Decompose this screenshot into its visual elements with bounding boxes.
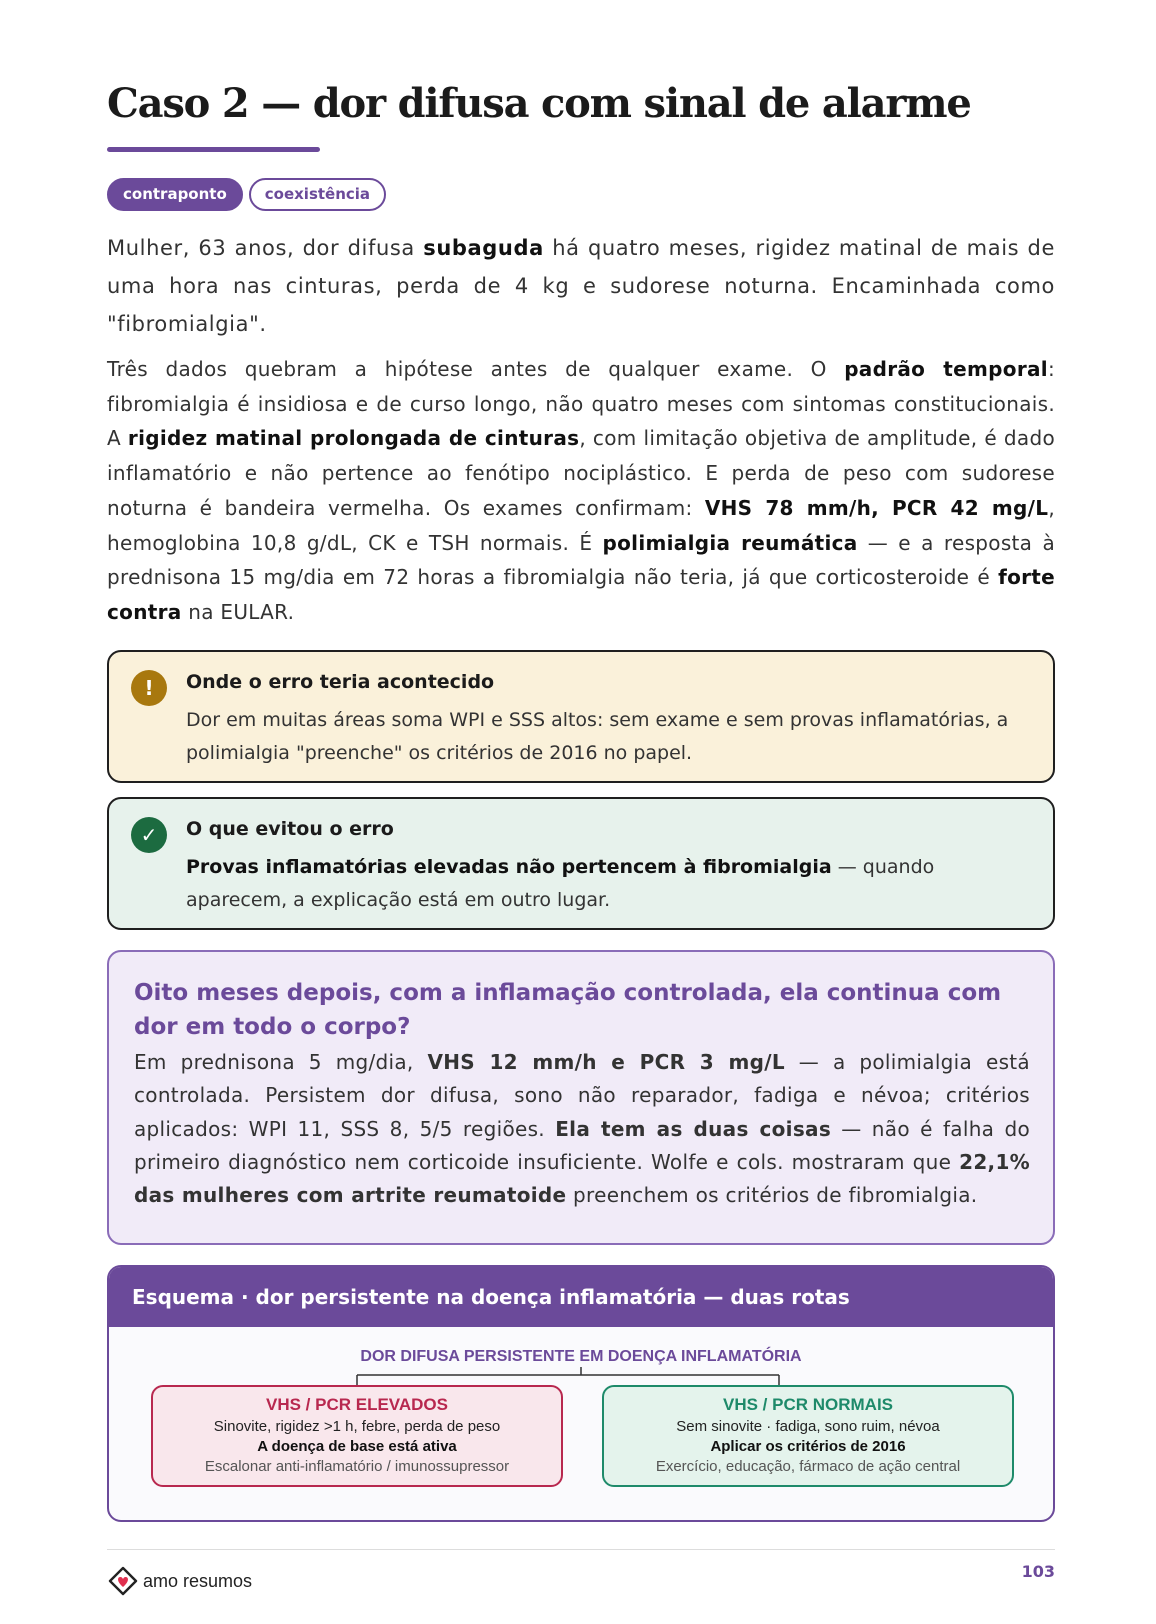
title-underline — [107, 147, 320, 152]
route-normal-conclusion: Aplicar os critérios de 2016 — [710, 1438, 906, 1455]
case-summary: Mulher, 63 anos, dor difusa subaguda há quatro meses, rigidez matinal de mais de uma hora nas cinturas, perda de 4 kg e sudorese noturna. Encaminhada como "fibromialgia". — [107, 236, 1055, 336]
tag-list — [107, 178, 386, 211]
success-body: Provas inflamatórias elevadas não pertencem à fibromialgia — quando aparecem, a explicação está em outro lugar. — [186, 856, 935, 911]
followup-heading: Oito meses depois, com a inflamação controlada, ela continua com dor em todo o corpo? — [134, 980, 1002, 1040]
footer-divider — [107, 1549, 1055, 1550]
brand-name: amo resumos — [143, 1570, 253, 1591]
route-elevated-title: VHS / PCR ELEVADOS — [266, 1395, 448, 1414]
case-reasoning: Três dados quebram a hipótese antes de qualquer exame. O padrão temporal: fibromialgia é insidiosa e de curso longo, não quatro meses com sintomas constitucionais. A rigidez matinal prolongada de cinturas, com limitação objetiva de amplitude, é dado inflamatório e não pertence ao fenótipo nociplástico. E perda de peso com sudorese noturna é bandeira vermelha. Os exames confirmam: VHS 78 mm/h, PCR 42 mg/L, hemoglobina 10,8 g/dL, CK e TSH normais. É polimialgia reumática — e a resposta à prednisona 15 mg/dia em 72 horas a fibromialgia não teria, já que corticosteroide é forte contra na EULAR. — [107, 357, 1055, 624]
route-elevated-action: Escalonar anti-inflamatório / imunossupressor — [204, 1458, 510, 1475]
diagram-connector — [109, 1267, 1053, 1397]
diagram-heading: Esquema · dor persistente na doença inflamatória — duas rotas — [109, 1267, 1053, 1327]
success-callout — [107, 797, 1055, 930]
page-number: 103 — [1021, 1562, 1055, 1581]
page-title: Caso 2 — dor difusa com sinal de alarme — [107, 80, 971, 127]
brand-logo — [107, 1565, 252, 1597]
tag-coexistencia: coexistência — [249, 178, 386, 211]
route-elevated-conclusion: A doença de base está ativa — [257, 1438, 457, 1455]
warning-callout — [107, 650, 1055, 783]
route-normal — [602, 1385, 1014, 1487]
tag-contraponto: contraponto — [107, 178, 243, 211]
followup-body: Em prednisona 5 mg/dia, VHS 12 mm/h e PCR 3 mg/L — a polimialgia está controlada. Persistem dor difusa, sono não reparador, fadiga e névoa; critérios aplicados: WPI 11, SSS 8, 5/5 regiões. Ela tem as duas coisas — não é falha do primeiro diagnóstico nem corticoide insuficiente. Wolfe e cols. mostraram que 22,1% das mulheres com artrite reumatoide preenchem os critérios de fibromialgia. — [134, 1050, 1030, 1208]
diagram-root-label: DOR DIFUSA PERSISTENTE EM DOENÇA INFLAMATÓRIA — [360, 1348, 802, 1365]
route-normal-title: VHS / PCR NORMAIS — [722, 1395, 894, 1414]
success-heading: O que evitou o erro — [186, 818, 394, 840]
route-normal-signs: Sem sinovite · fadiga, sono ruim, névoa — [676, 1418, 940, 1435]
warning-heading: Onde o erro teria acontecido — [186, 671, 495, 693]
route-normal-action: Exercício, educação, fármaco de ação central — [655, 1458, 961, 1475]
heart-logo-icon — [107, 1565, 139, 1597]
diagram-box — [107, 1265, 1055, 1522]
followup-box — [107, 950, 1055, 1245]
route-elevated — [151, 1385, 563, 1487]
checkmark-icon: ✓ — [131, 817, 167, 853]
route-elevated-signs: Sinovite, rigidez >1 h, febre, perda de peso — [213, 1418, 501, 1435]
warning-body: Dor em muitas áreas soma WPI e SSS altos: sem exame e sem provas inflamatórias, a polimialgia "preenche" os critérios de 2016 no papel. — [186, 709, 1009, 764]
warning-icon: ! — [131, 670, 167, 706]
